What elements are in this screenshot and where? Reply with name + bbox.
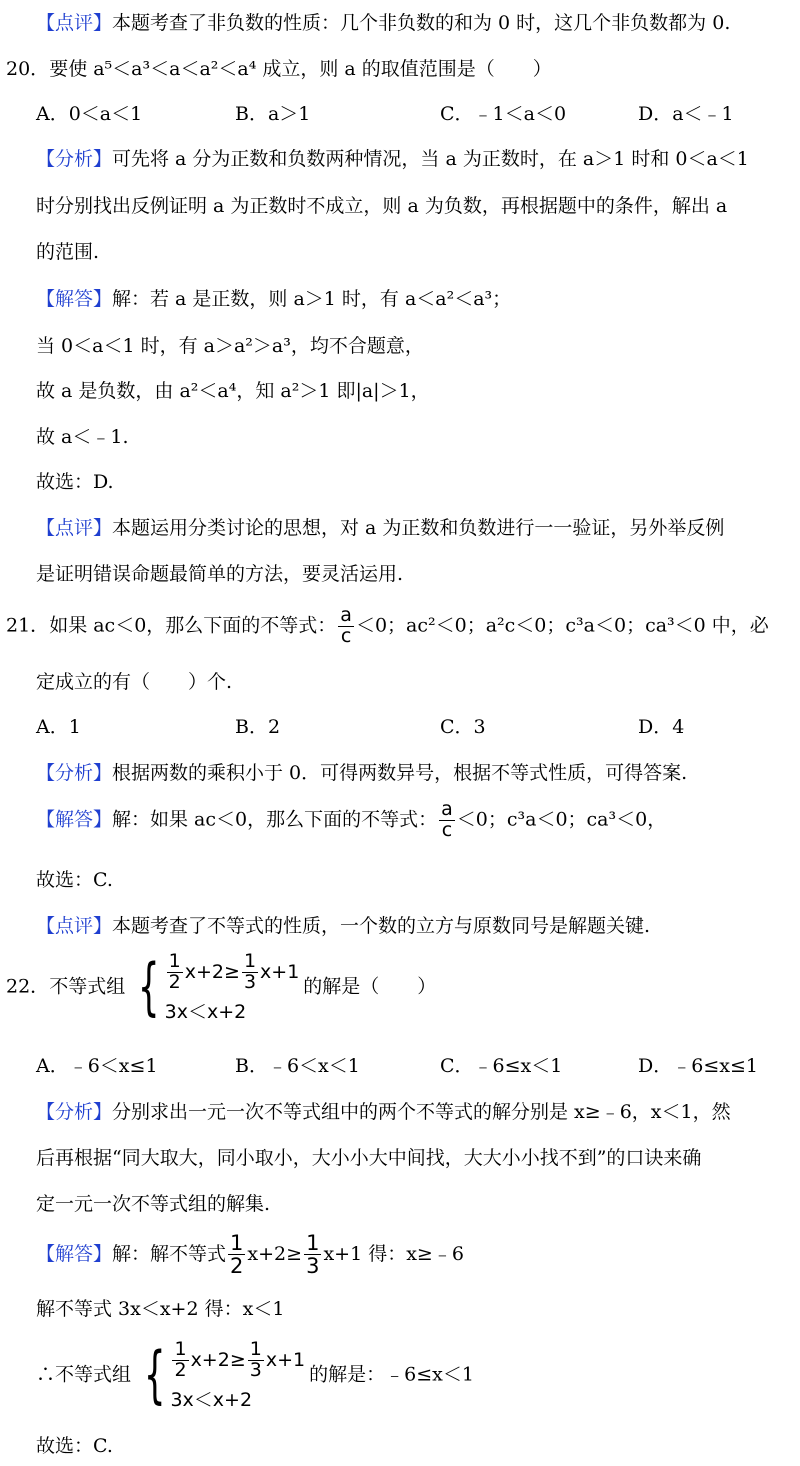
q21-option-b: B．2: [235, 716, 281, 738]
analysis-text: 根据两数的乘积小于 0．可得两数异号，根据不等式性质，可得答案.: [112, 762, 688, 784]
answer-text-2: x+2≥: [247, 1243, 303, 1266]
fraction-numerator: 1: [230, 1231, 244, 1255]
q20-choose: 故选：D.: [36, 471, 114, 493]
system-row-2: 3x＜x+2: [164, 1000, 247, 1023]
inequality-system: [129, 949, 300, 1023]
review-tag: 【点评】: [36, 915, 113, 937]
fraction-one-third: [242, 952, 258, 993]
q21-answer: [36, 800, 666, 841]
fraction-numerator: 1: [306, 1231, 320, 1255]
fraction-a-over-c: [439, 800, 455, 841]
answer-text: 解：如果 ac＜0，那么下面的不等式：: [112, 808, 438, 831]
review-text: 本题考查了不等式的性质，一个数的立方与原数同号是解题关键.: [112, 915, 651, 937]
fraction-numerator: a: [340, 604, 352, 626]
q20-answer-2: 当 0＜a＜1 时，有 a＞a²＞a³，均不合题意，: [36, 335, 424, 357]
system-row-1-mid: x+2≥: [184, 960, 240, 983]
fraction-one-half: [172, 1340, 188, 1381]
q22-option-a: A．﹣6＜x≤1: [36, 1055, 158, 1077]
q20-option-b: B．a＞1: [235, 103, 311, 125]
answer-text-2: 的解是：﹣6≤x＜1: [309, 1363, 474, 1386]
review-tag: 【点评】: [36, 517, 113, 539]
fraction-denominator: 2: [230, 1254, 244, 1279]
q21-choose: 故选：C.: [36, 869, 113, 891]
fraction-denominator: 2: [168, 970, 181, 993]
review-tag: 【点评】: [36, 12, 113, 34]
q22-choose: 故选：C.: [36, 1435, 113, 1457]
brace-icon: {: [138, 949, 160, 1023]
fraction-a-over-c: [338, 606, 354, 647]
q22-number: 22．: [6, 975, 50, 998]
q21-stem-text-2: ＜0；ac²＜0；a²c＜0；c³a＜0；ca³＜0 中，必: [355, 614, 769, 637]
fraction-numerator: 1: [249, 1338, 262, 1360]
q22-stem-text: 不等式组: [49, 975, 126, 998]
answer-text-3: x+1 得：x≥﹣6: [323, 1243, 464, 1266]
q20-review-1: [36, 519, 724, 538]
answer-tag: 【解答】: [36, 288, 113, 310]
system-row-1-end: x+1: [260, 960, 300, 983]
fraction-denominator: 2: [174, 1358, 187, 1381]
analysis-tag: 【分析】: [36, 148, 113, 170]
q22-stem: [6, 949, 437, 1023]
q21-option-c: C．3: [440, 716, 486, 738]
fraction-one-third: [248, 1340, 264, 1381]
fraction-numerator: 1: [168, 950, 181, 972]
q21-review: [36, 917, 650, 936]
q22-option-d: D．﹣6≤x≤1: [638, 1055, 758, 1077]
q20-answer-4: 故 a＜﹣1.: [36, 426, 129, 448]
fraction-numerator: 1: [243, 950, 257, 972]
q20-answer-3: 故 a 是负数，由 a²＜a⁴，知 a²＞1 即|a|＞1，: [36, 380, 430, 402]
fraction-one-half: [228, 1232, 245, 1277]
system-row-1: [170, 1340, 305, 1381]
fraction-one-half: [167, 952, 183, 993]
q21-stem: [6, 606, 769, 647]
fraction-numerator: a: [441, 798, 453, 820]
fraction-denominator: c: [340, 624, 352, 647]
system-row-1-mid: x+2≥: [190, 1348, 246, 1371]
q20-answer-1: [36, 290, 511, 309]
q22-analysis-2: 后再根据“同大取大，同小取小，大小小大中间找，大大小小找不到”的口诀来确: [36, 1147, 702, 1169]
answer-text: ∴不等式组: [36, 1363, 132, 1386]
analysis-text: 分别求出一元一次不等式组中的两个不等式的解分别是 x≥﹣6，x＜1，然: [112, 1101, 731, 1123]
q20-option-d: D．a＜﹣1: [638, 103, 734, 125]
q20-review-2: 是证明错误命题最简单的方法，要灵活运用.: [36, 563, 404, 585]
fraction-denominator: 3: [243, 970, 257, 993]
q20-stem-text: 要使 a⁵＜a³＜a＜a²＜a⁴ 成立，则 a 的取值范围是（ ）: [49, 58, 552, 80]
answer-text-2: ＜0；c³a＜0；ca³＜0，: [456, 808, 667, 831]
q22-analysis-3: 定一元一次不等式组的解集.: [36, 1193, 271, 1215]
answer-text: 解：解不等式: [112, 1243, 227, 1266]
q21-stem-text: 如果 ac＜0，那么下面的不等式：: [49, 614, 337, 637]
q22-analysis-1: [36, 1103, 731, 1122]
q20-option-a: A．0＜a＜1: [36, 103, 143, 125]
system-row-1: [165, 952, 300, 993]
q20-stem: [6, 60, 552, 79]
q20-analysis-1: [36, 150, 749, 169]
q20-number: 20．: [6, 58, 50, 80]
inequality-system: [135, 1337, 306, 1411]
q22-answer-1: [36, 1232, 464, 1277]
answer-text: 解：若 a 是正数，则 a＞1 时，有 a＜a²＜a³；: [112, 288, 512, 310]
fraction-one-third: [304, 1232, 321, 1277]
q22-option-b: B．﹣6＜x＜1: [235, 1055, 360, 1077]
q21-option-d: D．4: [638, 716, 685, 738]
system-row-2: 3x＜x+2: [170, 1388, 253, 1411]
brace-icon: {: [143, 1337, 166, 1411]
q20-analysis-3: 的范围.: [36, 241, 100, 263]
answer-tag: 【解答】: [36, 1243, 113, 1266]
analysis-tag: 【分析】: [36, 762, 113, 784]
fraction-denominator: 3: [306, 1254, 320, 1279]
q21-analysis: [36, 764, 687, 783]
fraction-denominator: 3: [249, 1358, 262, 1381]
q21-number: 21．: [6, 614, 50, 637]
q20-analysis-2: 时分别找出反例证明 a 为正数时不成立，则 a 为负数，再根据题中的条件，解出 a: [36, 195, 728, 217]
q20-option-c: C．﹣1＜a＜0: [440, 103, 567, 125]
system-row-1-end: x+1: [265, 1348, 306, 1371]
fraction-denominator: c: [441, 818, 453, 841]
q22-option-c: C．﹣6≤x＜1: [440, 1055, 563, 1077]
q21-stem-2: 定成立的有（ ）个.: [36, 671, 233, 693]
q21-option-a: A．1: [36, 716, 81, 738]
q22-stem-text-2: 的解是（ ）: [303, 975, 437, 998]
review-text: 本题运用分类讨论的思想，对 a 为正数和负数进行一一验证，另外举反例: [112, 517, 725, 539]
analysis-text: 可先将 a 分为正数和负数两种情况，当 a 为正数时，在 a＞1 时和 0＜a＜1: [112, 148, 749, 170]
analysis-tag: 【分析】: [36, 1101, 113, 1123]
review-line: [36, 14, 730, 33]
answer-tag: 【解答】: [36, 808, 113, 831]
q22-answer-2: 解不等式 3x＜x+2 得：x＜1: [36, 1298, 285, 1320]
fraction-numerator: 1: [174, 1338, 187, 1360]
q22-answer-3: [36, 1337, 474, 1411]
review-text: 本题考查了非负数的性质：几个非负数的和为 0 时，这几个非负数都为 0.: [112, 12, 731, 34]
